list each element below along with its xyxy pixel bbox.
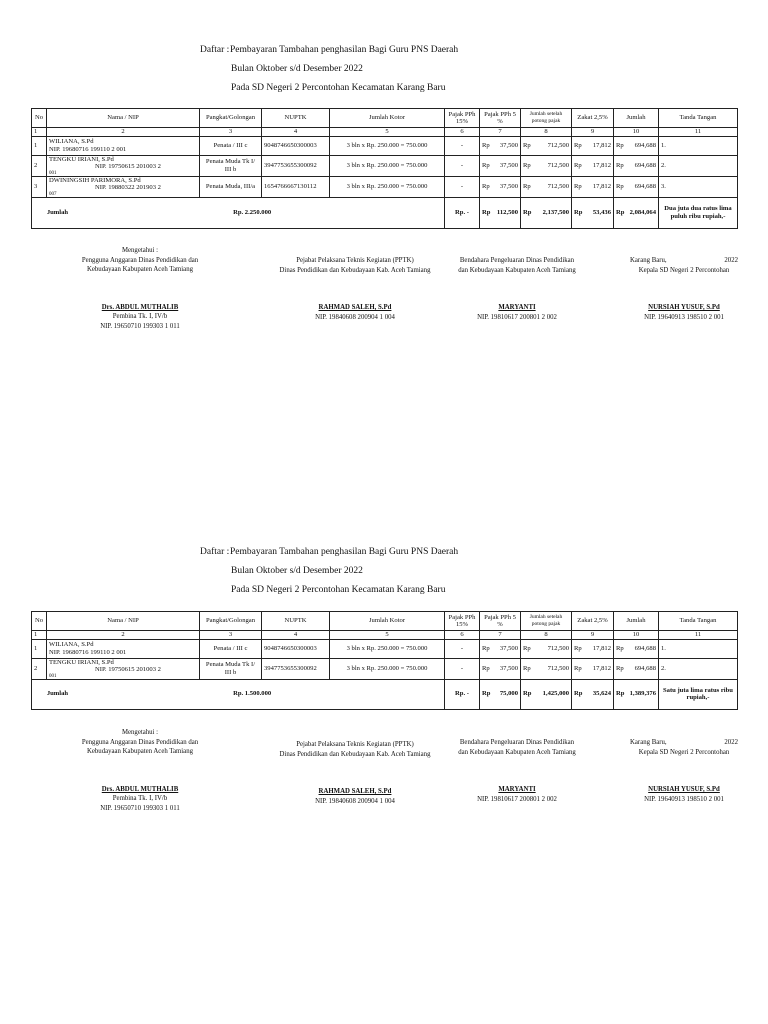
header-period: Bulan Oktober s/d Desember 2022 (231, 566, 363, 576)
row-nama: WILIANA, S.Pd (49, 641, 94, 648)
signer-role: Kepala SD Negeri 2 Percontohan (638, 266, 730, 274)
total-zakat (572, 679, 614, 709)
currency-label: Rp (574, 182, 582, 190)
year: 2022 (724, 739, 738, 746)
table-row (32, 658, 738, 679)
row-jumlah (614, 176, 659, 197)
signer-role: Bendahara Pengeluaran Dinas Pendidikan (459, 257, 575, 264)
row-pph5 (480, 658, 521, 679)
row-nip: NIP. 19750615 201003 2 (95, 666, 161, 673)
total-setelah (521, 197, 572, 228)
currency-label: Rp (616, 644, 624, 652)
row-ttd: 2. (659, 658, 738, 679)
row-nama-nip (47, 136, 200, 155)
row-jumlah (614, 658, 659, 679)
total-pph5-value: 75,000 (499, 690, 518, 698)
header-label: Daftar : (200, 45, 230, 55)
row-setelah (521, 176, 572, 197)
total-jumlah-value: 2,084,064 (629, 208, 656, 216)
table-row (32, 639, 738, 658)
col-number: 11 (659, 128, 738, 137)
col-zakat: Zakat 2,5% (572, 109, 614, 128)
row-nama-nip (47, 155, 200, 176)
col-number: 3 (200, 128, 262, 137)
signer-role: Bendahara Pengeluaran Dinas Pendidikan (459, 739, 575, 746)
row-kotor: 3 bln x Rp. 250.000 = 750.000 (330, 639, 445, 658)
mengetahui-label: Mengetahui : (121, 729, 159, 736)
row-pph5 (480, 639, 521, 658)
table-row (32, 155, 738, 176)
total-jumlah-value: 1,389,376 (629, 690, 656, 698)
row-kotor: 3 bln x Rp. 250.000 = 750.000 (330, 658, 445, 679)
total-row (32, 197, 738, 228)
col-number: 2 (47, 128, 200, 137)
row-kotor: 3 bln x Rp. 250.000 = 750.000 (330, 155, 445, 176)
col-number: 9 (572, 631, 614, 640)
row-jumlah (614, 136, 659, 155)
setelah-value: 712,500 (547, 141, 569, 149)
table-header-row (32, 109, 738, 128)
signer-role: Kepala SD Negeri 2 Percontohan (638, 748, 730, 756)
total-label-text: Jumlah (46, 690, 69, 698)
signer-nip: NIP. 19650710 199303 1 011 (100, 322, 180, 330)
signer-nip: NIP. 19650710 199303 1 011 (100, 804, 180, 812)
row-jumlah (614, 155, 659, 176)
pph5-value: 37,500 (499, 141, 518, 149)
col-pph5: Pajak PPh 5 % (480, 612, 521, 631)
row-no: 2 (32, 658, 47, 679)
zakat-value: 17,812 (592, 141, 611, 149)
col-number: 1 (32, 631, 47, 640)
signer-name: Drs. ABDUL MUTHALIB (101, 785, 179, 793)
total-pph5 (480, 679, 521, 709)
currency-label: Rp (523, 182, 531, 190)
row-nip: NIP. 19750615 201003 2 (95, 163, 161, 170)
total-zakat-value: 35,624 (592, 690, 611, 698)
signer-role: Pejabat Pelaksana Teknis Kegiatan (PPTK) (296, 741, 414, 748)
document-header (200, 41, 458, 98)
payment-table (31, 108, 738, 229)
col-pph15: Pajak PPh 15% (445, 612, 480, 631)
signer-role: Pengguna Anggaran Dinas Pendidikan dan (81, 738, 199, 746)
row-nama-nip (47, 639, 200, 658)
currency-label: Rp (574, 161, 582, 169)
total-terbilang: Satu juta lima ratus ribu rupiah,- (659, 679, 738, 709)
signer-role: Kebudayaan Kabupaten Aceh Tamiang (86, 266, 194, 273)
currency-label: Rp (616, 141, 624, 149)
currency-label: Rp (482, 141, 490, 149)
currency-label: Rp (482, 161, 490, 169)
col-no: No (32, 109, 47, 128)
row-nip: NIP. 19880322 201903 2 (95, 184, 161, 191)
total-jumlah (614, 679, 659, 709)
signer-role: Pejabat Pelaksana Teknis Kegiatan (PPTK) (296, 257, 414, 264)
place: Karang Baru, (630, 739, 667, 746)
row-setelah (521, 639, 572, 658)
currency-label: Rp (616, 690, 625, 698)
col-number: 2 (47, 631, 200, 640)
signer-name: MARYANTI (498, 304, 536, 311)
signer-nip: NIP. 19840608 200904 1 004 (315, 797, 395, 805)
row-pangkat: Penata Muda Tk I/ III b (200, 155, 262, 176)
col-number: 5 (330, 128, 445, 137)
row-zakat (572, 639, 614, 658)
col-nuptk: NUPTK (262, 612, 330, 631)
zakat-value: 17,812 (592, 664, 611, 672)
signer-role: Pengguna Anggaran Dinas Pendidikan dan (81, 256, 199, 264)
currency-label: Rp (482, 644, 490, 652)
currency-label: Rp (574, 690, 583, 698)
row-pph15: - (445, 658, 480, 679)
signature-kepala-sekolah (630, 738, 738, 804)
column-number-row (32, 631, 738, 640)
row-jumlah (614, 639, 659, 658)
total-jumlah (614, 197, 659, 228)
currency-label: Rp (523, 644, 531, 652)
total-pph5 (480, 197, 521, 228)
total-kotor: Rp. 1.500.000 (233, 690, 272, 698)
pph5-value: 37,500 (499, 161, 518, 169)
total-pph5-value: 112,500 (496, 208, 518, 216)
row-ttd: 3. (659, 176, 738, 197)
header-label: Daftar : (200, 547, 230, 557)
jumlah-value: 694,688 (634, 644, 656, 652)
signer-nip: NIP. 19840608 200904 1 004 (315, 313, 395, 321)
row-nama: DWININGSIH PARIMORA, S.Pd (49, 176, 141, 184)
total-zakat (572, 197, 614, 228)
row-nip-extra: 007 (49, 191, 57, 197)
jumlah-value: 694,688 (634, 141, 656, 149)
col-ttd: Tanda Tangan (659, 109, 738, 128)
currency-label: Rp (574, 141, 582, 149)
payment-table (31, 611, 738, 710)
signer-rank: Pembina Tk. I, IV/b (112, 313, 168, 320)
signer-role: dan Kebudayaan Kabupaten Aceh Tamiang (458, 266, 576, 274)
jumlah-value: 694,688 (634, 182, 656, 190)
signature-bendahara (445, 738, 589, 804)
total-setelah-value: 1,425,000 (542, 690, 569, 698)
signer-role: Dinas Pendidikan dan Kebudayaan Kab. Aceh Tamiang (279, 750, 431, 758)
row-nip: NIP. 19680716 199110 2 001 (49, 648, 127, 656)
setelah-value: 712,500 (547, 182, 569, 190)
signer-role: Dinas Pendidikan dan Kebudayaan Kab. Aceh Tamiang (279, 266, 431, 274)
jumlah-value: 694,688 (634, 664, 656, 672)
signer-name: MARYANTI (498, 786, 536, 793)
currency-label: Rp (482, 182, 490, 190)
col-number: 6 (445, 631, 480, 640)
row-pangkat: Penata Muda Tk I/ III b (200, 658, 262, 679)
row-zakat (572, 136, 614, 155)
col-number: 4 (262, 128, 330, 137)
row-nama: TENGKU IRIANI, S.Pd (49, 658, 114, 666)
col-pph15: Pajak PPh 15% (445, 109, 480, 128)
row-setelah (521, 155, 572, 176)
signature-pengguna-anggaran (60, 246, 220, 331)
total-setelah (521, 679, 572, 709)
row-pph5 (480, 155, 521, 176)
col-number: 7 (480, 128, 521, 137)
row-nama-nip (47, 658, 200, 679)
row-no: 3 (32, 176, 47, 197)
signer-name: RAHMAD SALEH, S.Pd (318, 304, 392, 311)
total-kotor: Rp. 2.250.000 (233, 208, 272, 216)
table-row (32, 136, 738, 155)
currency-label: Rp (523, 664, 531, 672)
row-nip-extra: 001 (49, 673, 57, 679)
signer-nip: NIP. 19640913 198510 2 001 (644, 795, 724, 803)
currency-label: Rp (574, 208, 583, 216)
row-zakat (572, 658, 614, 679)
col-pangkat: Pangkat/Golongan (200, 109, 262, 128)
col-setelah: Jumlah setelah potong pajak (521, 109, 572, 128)
col-number: 8 (521, 631, 572, 640)
col-nuptk: NUPTK (262, 109, 330, 128)
signer-nip: NIP. 19640913 198510 2 001 (644, 313, 724, 321)
currency-label: Rp (574, 664, 582, 672)
row-pph15: - (445, 639, 480, 658)
total-pph15: Rp. - (445, 197, 480, 228)
currency-label: Rp (523, 161, 531, 169)
setelah-value: 712,500 (547, 161, 569, 169)
row-no: 2 (32, 155, 47, 176)
total-label (32, 197, 445, 228)
document-header (200, 543, 458, 600)
currency-label: Rp (616, 182, 624, 190)
total-zakat-value: 53,436 (592, 208, 611, 216)
row-pph15: - (445, 176, 480, 197)
jumlah-value: 694,688 (634, 161, 656, 169)
col-number: 9 (572, 128, 614, 137)
currency-label: Rp (482, 208, 491, 216)
header-title: Pembayaran Tambahan penghasilan Bagi Guru PNS Daerah (230, 547, 459, 557)
row-nuptk: 9048746650300003 (262, 639, 330, 658)
col-number: 5 (330, 631, 445, 640)
row-nama-nip (47, 176, 200, 197)
zakat-value: 17,812 (592, 182, 611, 190)
table-header-row (32, 612, 738, 631)
table-row (32, 176, 738, 197)
total-pph15: Rp. - (445, 679, 480, 709)
row-ttd: 1. (659, 639, 738, 658)
signature-pptk (270, 256, 440, 322)
row-pph5 (480, 136, 521, 155)
col-no: No (32, 612, 47, 631)
header-period: Bulan Oktober s/d Desember 2022 (231, 64, 363, 74)
row-nama: TENGKU IRIANI, S.Pd (49, 155, 114, 163)
row-nuptk: 1654766667130112 (262, 176, 330, 197)
col-number: 3 (200, 631, 262, 640)
col-nama: Nama / NIP (47, 612, 200, 631)
total-setelah-value: 2,137,500 (542, 208, 569, 216)
row-zakat (572, 155, 614, 176)
zakat-value: 17,812 (592, 161, 611, 169)
signer-rank: Pembina Tk. I, IV/b (112, 795, 168, 802)
total-row (32, 679, 738, 709)
row-pph15: - (445, 136, 480, 155)
signer-role: dan Kebudayaan Kabupaten Aceh Tamiang (458, 748, 576, 756)
row-pangkat: Penata / III c (200, 136, 262, 155)
currency-label: Rp (616, 208, 625, 216)
header-title: Pembayaran Tambahan penghasilan Bagi Guru PNS Daerah (230, 45, 459, 55)
row-nuptk: 9048746650300003 (262, 136, 330, 155)
row-kotor: 3 bln x Rp. 250.000 = 750.000 (330, 176, 445, 197)
currency-label: Rp (523, 141, 531, 149)
signature-kepala-sekolah (630, 256, 738, 322)
row-ttd: 1. (659, 136, 738, 155)
section-2 (0, 502, 768, 1014)
pph5-value: 37,500 (499, 182, 518, 190)
col-number: 10 (614, 631, 659, 640)
col-jumlah: Jumlah (614, 109, 659, 128)
signer-name: Drs. ABDUL MUTHALIB (101, 303, 179, 311)
mengetahui-label: Mengetahui : (121, 247, 159, 254)
currency-label: Rp (482, 690, 491, 698)
signature-pptk (270, 740, 440, 806)
row-nuptk: 3947753655300092 (262, 658, 330, 679)
col-number: 6 (445, 128, 480, 137)
signer-name: NURSIAH YUSUF, S.Pd (648, 304, 720, 311)
row-zakat (572, 176, 614, 197)
currency-label: Rp (616, 161, 624, 169)
total-label (32, 679, 445, 709)
year: 2022 (724, 257, 738, 264)
row-setelah (521, 658, 572, 679)
zakat-value: 17,812 (592, 644, 611, 652)
total-terbilang: Dua juta dua ratus lima puluh ribu rupiah,- (659, 197, 738, 228)
col-kotor: Jumlah Kotor (330, 109, 445, 128)
currency-label: Rp (482, 664, 490, 672)
row-setelah (521, 136, 572, 155)
total-label-text: Jumlah (46, 208, 69, 216)
currency-label: Rp (616, 664, 624, 672)
setelah-value: 712,500 (547, 644, 569, 652)
currency-label: Rp (574, 644, 582, 652)
currency-label: Rp (523, 690, 532, 698)
row-no: 1 (32, 639, 47, 658)
row-ttd: 2. (659, 155, 738, 176)
col-number: 11 (659, 631, 738, 640)
pph5-value: 37,500 (499, 644, 518, 652)
row-pph15: - (445, 155, 480, 176)
place-date (630, 738, 738, 748)
signature-pengguna-anggaran (60, 728, 220, 813)
signer-name: RAHMAD SALEH, S.Pd (318, 788, 392, 795)
row-no: 1 (32, 136, 47, 155)
signer-nip: NIP. 19810617 200801 2 002 (477, 795, 557, 803)
col-ttd: Tanda Tangan (659, 612, 738, 631)
header-school: Pada SD Negeri 2 Percontohan Kecamatan Karang Baru (231, 585, 446, 595)
row-pangkat: Penata Muda, III/a (200, 176, 262, 197)
col-number: 1 (32, 128, 47, 137)
col-setelah: Jumlah setelah potong pajak (521, 612, 572, 631)
row-kotor: 3 bln x Rp. 250.000 = 750.000 (330, 136, 445, 155)
col-kotor: Jumlah Kotor (330, 612, 445, 631)
row-nuptk: 3947753655300092 (262, 155, 330, 176)
row-pangkat: Penata / III c (200, 639, 262, 658)
col-nama: Nama / NIP (47, 109, 200, 128)
currency-label: Rp (523, 208, 532, 216)
row-nip: NIP. 19680716 199110 2 001 (49, 145, 127, 153)
signer-nip: NIP. 19810617 200801 2 002 (477, 313, 557, 321)
place-date (630, 256, 738, 266)
col-jumlah: Jumlah (614, 612, 659, 631)
place: Karang Baru, (630, 257, 667, 264)
signer-role: Kebudayaan Kabupaten Aceh Tamiang (86, 748, 194, 755)
col-number: 4 (262, 631, 330, 640)
row-nama: WILIANA, S.Pd (49, 138, 94, 145)
signature-bendahara (445, 256, 589, 322)
col-number: 7 (480, 631, 521, 640)
row-nip-extra: 001 (49, 170, 57, 176)
col-number: 10 (614, 128, 659, 137)
column-number-row (32, 128, 738, 137)
signer-name: NURSIAH YUSUF, S.Pd (648, 786, 720, 793)
col-number: 8 (521, 128, 572, 137)
col-pangkat: Pangkat/Golongan (200, 612, 262, 631)
col-pph5: Pajak PPh 5 % (480, 109, 521, 128)
header-school: Pada SD Negeri 2 Percontohan Kecamatan Karang Baru (231, 83, 446, 93)
col-zakat: Zakat 2,5% (572, 612, 614, 631)
pph5-value: 37,500 (499, 664, 518, 672)
setelah-value: 712,500 (547, 664, 569, 672)
row-pph5 (480, 176, 521, 197)
